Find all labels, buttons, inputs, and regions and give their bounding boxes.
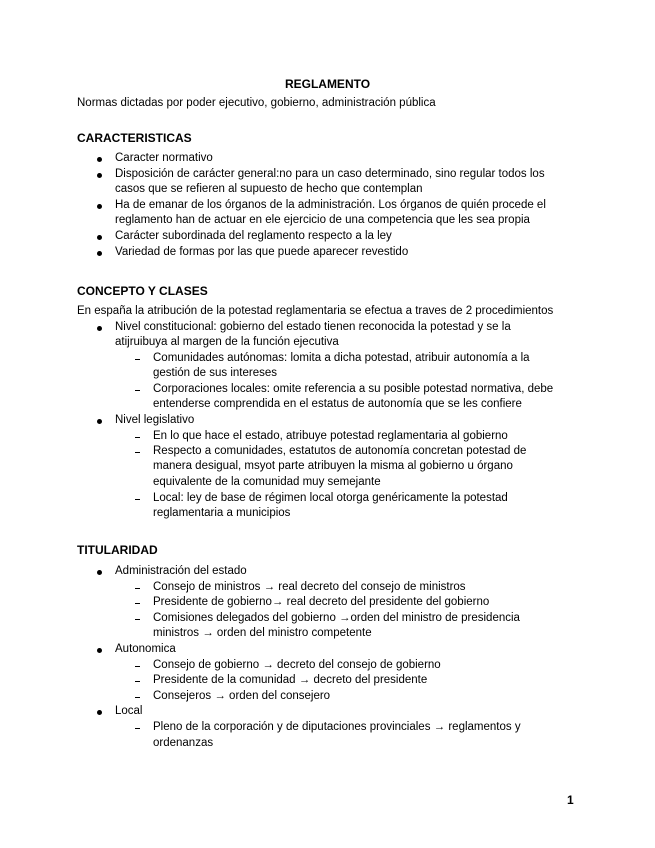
list-item-continuation: casos que se refieren al supuesto de hecho que contemplan — [115, 183, 423, 195]
sub-list-item: Local: ley de base de régimen local otorga genéricamente la potestad — [153, 492, 508, 504]
sub-list-item: Comisiones delegados del gobierno →orden del ministro de presidencia — [153, 612, 520, 624]
list-item: Variedad de formas por las que puede aparecer revestido — [115, 246, 409, 258]
bullet-icon — [97, 710, 102, 715]
sub-list-item-continuation: reglamentaria a municipios — [153, 507, 291, 519]
dash-icon — [135, 359, 140, 360]
list-item: Carácter subordinada del reglamento respecto a la ley — [115, 230, 392, 242]
list-item: Nivel constitucional: gobierno del estado tienen reconocida la potestad y se la — [115, 321, 511, 333]
bullet-icon — [97, 648, 102, 653]
bullet-icon — [97, 157, 102, 162]
sub-list-item: Corporaciones locales: omite referencia a su posible potestad normativa, debe — [153, 383, 554, 395]
list-item: Nivel legislativo — [115, 414, 195, 426]
list-item: Caracter normativo — [115, 152, 213, 164]
list-item-continuation: atiјruibuya al margen de la función ejecutiva — [115, 336, 339, 348]
sub-list-item-continuation: ordenanzas — [153, 737, 214, 749]
list-item: Autonomica — [115, 643, 176, 655]
dash-icon — [135, 452, 140, 453]
dash-icon — [135, 603, 140, 604]
section-heading-caracteristicas: CARACTERISTICAS — [77, 131, 192, 145]
concepto-intro: En españa la atribución de la potestad reglamentaria se efectua a traves de 2 procedimientos — [77, 305, 554, 317]
sub-list-item: Pleno de la corporación y de diputaciones provinciales → reglamentos y — [153, 721, 521, 733]
sub-list-item: Consejo de gobierno → decreto del consejo de gobierno — [153, 659, 441, 671]
sub-list-item: Respecto a comunidades, estatutos de autonomía concretan potestad de — [153, 445, 527, 457]
dash-icon — [135, 681, 140, 682]
dash-icon — [135, 697, 140, 698]
dash-icon — [135, 499, 140, 500]
list-item: Administración del estado — [115, 565, 247, 577]
section-heading-concepto: CONCEPTO Y CLASES — [77, 284, 208, 298]
sub-list-item-continuation: equivalente de la comunidad muy semejante — [153, 476, 381, 488]
page-title: REGLAMENTO — [284, 77, 371, 91]
sub-list-item: Consejo de ministros → real decreto del consejo de ministros — [153, 581, 466, 593]
sub-list-item: Comunidades autónomas: lomita a dicha potestad, atribuir autonomía a la — [153, 352, 530, 364]
list-item: Ha de emanar de los órganos de la administración. Los órganos de quién procede el — [115, 199, 546, 211]
sub-list-item-continuation: gestión de sus intereses — [153, 367, 278, 379]
sub-list-item: Consejeros → orden del consejero — [153, 690, 331, 702]
sub-list-item: En lo que hace el estado, atribuye potestad reglamentaria al gobierno — [153, 430, 508, 442]
intro-text: Normas dictadas por poder ejecutivo, gobierno, administración pública — [77, 97, 436, 109]
dash-icon — [135, 588, 140, 589]
list-item: Local — [115, 705, 143, 717]
dash-icon — [135, 437, 140, 438]
sub-list-item: Presidente de la comunidad → decreto del presidente — [153, 674, 428, 686]
sub-list-item-continuation: ministros → orden del ministro competente — [153, 627, 372, 639]
dash-icon — [135, 666, 140, 667]
bullet-icon — [97, 173, 102, 178]
list-item-continuation: reglamento han de actuar en ele ejercicio de una competencia que les sea propia — [115, 214, 530, 226]
bullet-icon — [97, 251, 102, 256]
bullet-icon — [97, 419, 102, 424]
sub-list-item: Presidente de gobierno→ real decreto del presidente del gobierno — [153, 596, 490, 608]
bullet-icon — [97, 204, 102, 209]
dash-icon — [135, 390, 140, 391]
bullet-icon — [97, 326, 102, 331]
sub-list-item-continuation: manera desigual, msyot parte atribuyen la misma al gobierno u órgano — [153, 460, 513, 472]
section-heading-titularidad: TITULARIDAD — [77, 543, 158, 557]
sub-list-item-continuation: entenderse comprendida en el estatus de autonomía que se les confiere — [153, 398, 522, 410]
bullet-icon — [97, 570, 102, 575]
page-number: 1 — [567, 793, 574, 807]
list-item: Disposición de carácter general:no para un caso determinado, sino regular todos los — [115, 168, 545, 180]
dash-icon — [135, 728, 140, 729]
dash-icon — [135, 619, 140, 620]
bullet-icon — [97, 235, 102, 240]
